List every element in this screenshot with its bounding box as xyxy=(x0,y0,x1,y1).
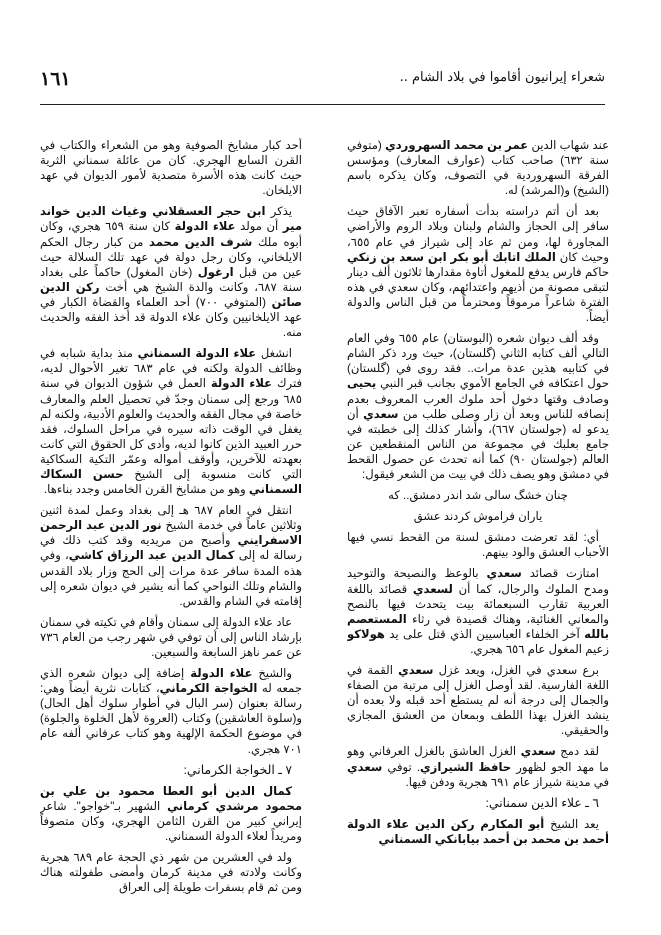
person-name: أبو المكارم ركن الدين علاء الدولة أحمد بن محمد بن أحمد بيابانكي السمناني xyxy=(347,817,609,846)
text-span: (خان المغول) حاكماً على بغداد سنة ٦٨٧، وكانت والدة الشيخ هي أخت xyxy=(40,265,302,294)
text-span: برع سعدي في الغزل، ويعد غزل xyxy=(433,664,599,677)
text-span: امتازت قصائد xyxy=(521,567,600,581)
text-span: إضافة إلى ديوان شعره الذي جمعه له xyxy=(40,667,302,696)
person-name: عمر بن محمد السهروردي xyxy=(385,139,529,152)
person-name: الخواجة الكرماني xyxy=(159,682,258,696)
paragraph: أي: لقد تعرضت دمشق لسنة من القحط نسي فيها الأحباب العشق والود بينهم. xyxy=(347,531,609,560)
paragraph xyxy=(347,817,609,847)
text-span: أن مولد xyxy=(235,220,283,234)
running-title: شعراء إيرانيون أقاموا في بلاد الشام .. xyxy=(399,70,605,85)
section-heading: ٦ ـ علاء الدين سمناني: xyxy=(485,795,599,810)
paragraph xyxy=(40,503,302,609)
person-name: يحيى xyxy=(347,377,377,391)
person-name: حسن السكاك السمناني xyxy=(40,467,302,497)
text-span: وهو من مشايخ القرن الخامس وجدد بناءها. xyxy=(43,483,249,497)
right-text-column xyxy=(347,138,609,908)
text-span: وقد ألف ديوان شعره (البوستان) عام ٦٥٥ وفي العام التالي ألف كتابه الثاني (گلستان)، حيث ورد ذكر الشام في كتابيه هذين عدة مرات.. فقد روى في (گلستان) حول اعتكافه في الجامع الأموي بجانب قبر النبي xyxy=(347,332,609,391)
verse-line: چنان خشگ سالى شد اندر دمشق.. كه xyxy=(388,489,568,503)
text-span: (المتوفي ٧٠٠) أحد العلماء والقضاة الكبار في عهد الايلخانيين وكان علاء الدولة قد أخذ الفقه والحديث منه. xyxy=(40,295,302,340)
person-name: حافظ الشيرازي xyxy=(420,760,512,774)
paragraph xyxy=(347,663,609,738)
text-span: العمل في شؤون الديوان في سنة ٦٨٥ ورجع إلى سمنان وجدّ في تحصيل العلم والمعارف خاصة في مجال الفقه والحديث والعلوم الأدبية، ولكنه لم يغفل في الوقت ذاته سيره في مراحل السلوك، فقد حرر العبيد الذين كانوا لديه، وأدى كل الحقوق التي كانت بعهدته للآخرين، وأوقف أمواله وعمّر التكية السكاكية التي كانت منسوبة إلى الشيخ xyxy=(40,377,302,481)
person-name: سعدي xyxy=(363,407,399,421)
text-span: من كبار رجال الحكم الايلخاني، وكان رجل دولة في عهد تلك السلالة حيث عين من قبل xyxy=(40,235,302,279)
text-span: أن يدعو له (جولستان ٦٦٧)، وأشار كذلك إلى خطبته في جامع بعلبك في مجموعة من الناس المنقطعين عن العالم (جولستان ٩٠) كما أنه تحدث عن حصول القحط في دمشق وهو يصف ذلك في بيت من الشعر فيقول: xyxy=(347,407,609,481)
running-header xyxy=(40,64,605,105)
person-name: نور الدين عبد الرحمن الاسفرايني xyxy=(40,519,302,548)
page-number: ١٦١ xyxy=(40,68,71,90)
verse-line: ياران فراموش كردند عشق xyxy=(413,510,543,524)
paragraph: أحد كبار مشايخ الصوفية وهو من الشعراء والكتاب في القرن السابع الهجري. كان من عائلة سمناني الثرية حيث كانت هذه الأسرة متصدية لأمور الديوان في عهد الايلخان. xyxy=(40,139,302,198)
text-span: بالوعظ والنصيحة والتوحيد ومدح الملوك والرجال، كما أن xyxy=(347,567,609,596)
person-name: ارغول xyxy=(197,265,234,279)
person-name: علاء الدولة xyxy=(190,667,253,681)
text-span: يعد الشيخ xyxy=(544,817,599,831)
person-name: كمال الدين أبو العطا محمود بن علي بن محمود مرشدي كرماني xyxy=(40,784,302,813)
person-name: علاء الدولة xyxy=(210,377,273,391)
text-span: قصائد باللغة العربية تقارب السبعمائة بيت يتحدث فيها بالنصح والمعاني الغنائية، وهناك قصيدة في رثاء xyxy=(347,582,609,626)
text-span: في مدينة شيراز عام ٦٩١ هجرية ودفن فيها. xyxy=(405,775,609,789)
text-span: والشيخ xyxy=(252,667,292,681)
text-span: وصادف وقتها دخول أحد ملوك العرب المعروف بعدم إنصافه للناس وبعد أن زار وصلى طلب من xyxy=(347,392,609,421)
text-span: حاكم فارس يدفع للمغول أتاوة مقدارها ثلاثون ألف دينار لتبقى مصونة من أذيهم واعتدائهم، وكان سعدي في هذه الفترة شاعراً مرموقاً ومحترماً من قبل الناس والدولة أيضاً. xyxy=(347,265,609,325)
text-span: القمة في اللغة الفارسية. لقد أوصل الغزل إلى مرتبة من الصفاء والجمال إلى درجة أنه لم يستطع أحد قبله ولا بعده أن ينشد الغزل بهذا اللطف وبمعان من العشق المجازي والحقيقي. xyxy=(347,664,609,738)
person-name: ركن الدين صائن xyxy=(40,280,302,309)
person-name: شرف الدين محمد xyxy=(149,235,253,249)
text-span: الغزل العاشق بالغزل العرفاني وهو ما مهد الجو لظهور xyxy=(347,745,609,774)
person-name: لسعدي xyxy=(412,582,453,596)
text-span: الشهير بـ"خواجو". شاعر إيراني كبير من القرن الثامن الهجري، وكان متصوفاً ومريداً لعلاء الدولة السمناني. xyxy=(40,799,302,844)
person-name: الملك اتابك أبو بكر ابن سعد بن زنكي xyxy=(347,250,556,264)
text-span: كان سنة ٦٥٩ هجري، وكان أبوه ملك xyxy=(40,220,302,249)
person-name: كمال الدين عبد الرزاق كاشي xyxy=(68,549,235,563)
text-span: . توفي xyxy=(382,760,421,774)
paragraph xyxy=(347,138,609,198)
paragraph xyxy=(347,566,609,657)
section-heading: ٧ ـ الخواجة الكرماني: xyxy=(183,762,292,777)
text-span: يذكر xyxy=(265,205,293,219)
text-span: آخر الخلفاء العباسيين الذي قتل على يد xyxy=(384,627,585,641)
text-span: ، كتابات نثرية أيضاً وهي: رسالة بعنوان (سر البال في أطوار سلوك أهل الحال) و(سلوة العاشقين) وكتاب (العروة لأهل الخلوة والجلوة) في موضوع الحكمة الإلهية وهو كتاب عرفاني ألفه عام ٧٠١ هجري. xyxy=(40,682,302,756)
person-name: سعدي xyxy=(398,664,434,677)
paragraph xyxy=(347,204,609,325)
person-name: علاء الدولة xyxy=(174,220,236,234)
person-name: هولاكو xyxy=(347,627,385,641)
person-name: علاء الدولة السمناني xyxy=(137,347,257,361)
text-span: انتقل في العام ٦٨٧ هـ إلى بغداد وعمل لمدة اثنين وثلاثين عاماً في خدمة الشيخ xyxy=(40,504,302,533)
left-text-column xyxy=(40,138,302,908)
paragraph: عاد علاء الدولة إلى سمنان وأقام في تكيته في سمنان بإرشاد الناس إلى أن توفي في شهر رجب من العام ٧٣٦ عن عمر ناهز السابعة والسبعين. xyxy=(40,615,302,659)
person-name: سعدي xyxy=(486,567,522,581)
text-span: لقد دمج xyxy=(555,745,599,759)
paragraph: ولد في العشرين من شهر ذي الحجة عام ٦٨٩ هجرية وكانت ولادته في مدينة كرمان وأمضى طفولته هناك ومن ثم قام بسفرات طويلة إلى العراق xyxy=(40,851,302,895)
text-span: ، وفي هذه المدة سافر عدة مرات إلى الحج وزار بلاد القدس والشام وتلك النواحي كما أنه يشير في ديوان شعره إلى إقامته في الشام والقدس. xyxy=(40,549,302,608)
text-span: زعيم المغول عام ٦٥٦ هجري. xyxy=(470,642,609,656)
person-name: المستعصم بالله xyxy=(347,612,609,641)
text-span: بعد أن أتم دراسته بدأت أسفاره تعبر الآفاق حيث سافر إلى الحجاز والشام ولبنان وبلاد الروم والأراضي المجاورة لها، ومن ثم عاد إلى شيراز في عام ٦٥٥، وحيث كان xyxy=(347,205,609,264)
paragraph xyxy=(40,784,302,844)
paragraph xyxy=(40,346,302,497)
text-span: وأصبح من مريديه وقد كتب ذلك في رسالة له إلى xyxy=(40,534,302,563)
text-span: عند شهاب الدين xyxy=(528,139,609,152)
paragraph xyxy=(40,666,302,757)
text-span: منذ بداية شبابه في وظائف الدولة ولكنه في عام ٦٨٣ تغير الأحوال لديه، فترك xyxy=(40,347,302,391)
paragraph xyxy=(347,331,609,482)
paragraph xyxy=(40,204,302,340)
person-name: سعدي xyxy=(347,760,383,774)
paragraph xyxy=(347,744,609,789)
text-span: انشغل xyxy=(256,347,292,361)
person-name: سعدي xyxy=(520,745,556,759)
person-name: ابن حجر العسقلاني وغياث الدين خواند مير xyxy=(40,205,302,234)
text-span: (متوفي سنة ٦٣٢) صاحب كتاب (عوارف المعارف) ومؤسس الفرقة السهروردية في التصوف، وكان يذكره باسم (الشيخ) و(المرشد) له. xyxy=(347,139,609,198)
